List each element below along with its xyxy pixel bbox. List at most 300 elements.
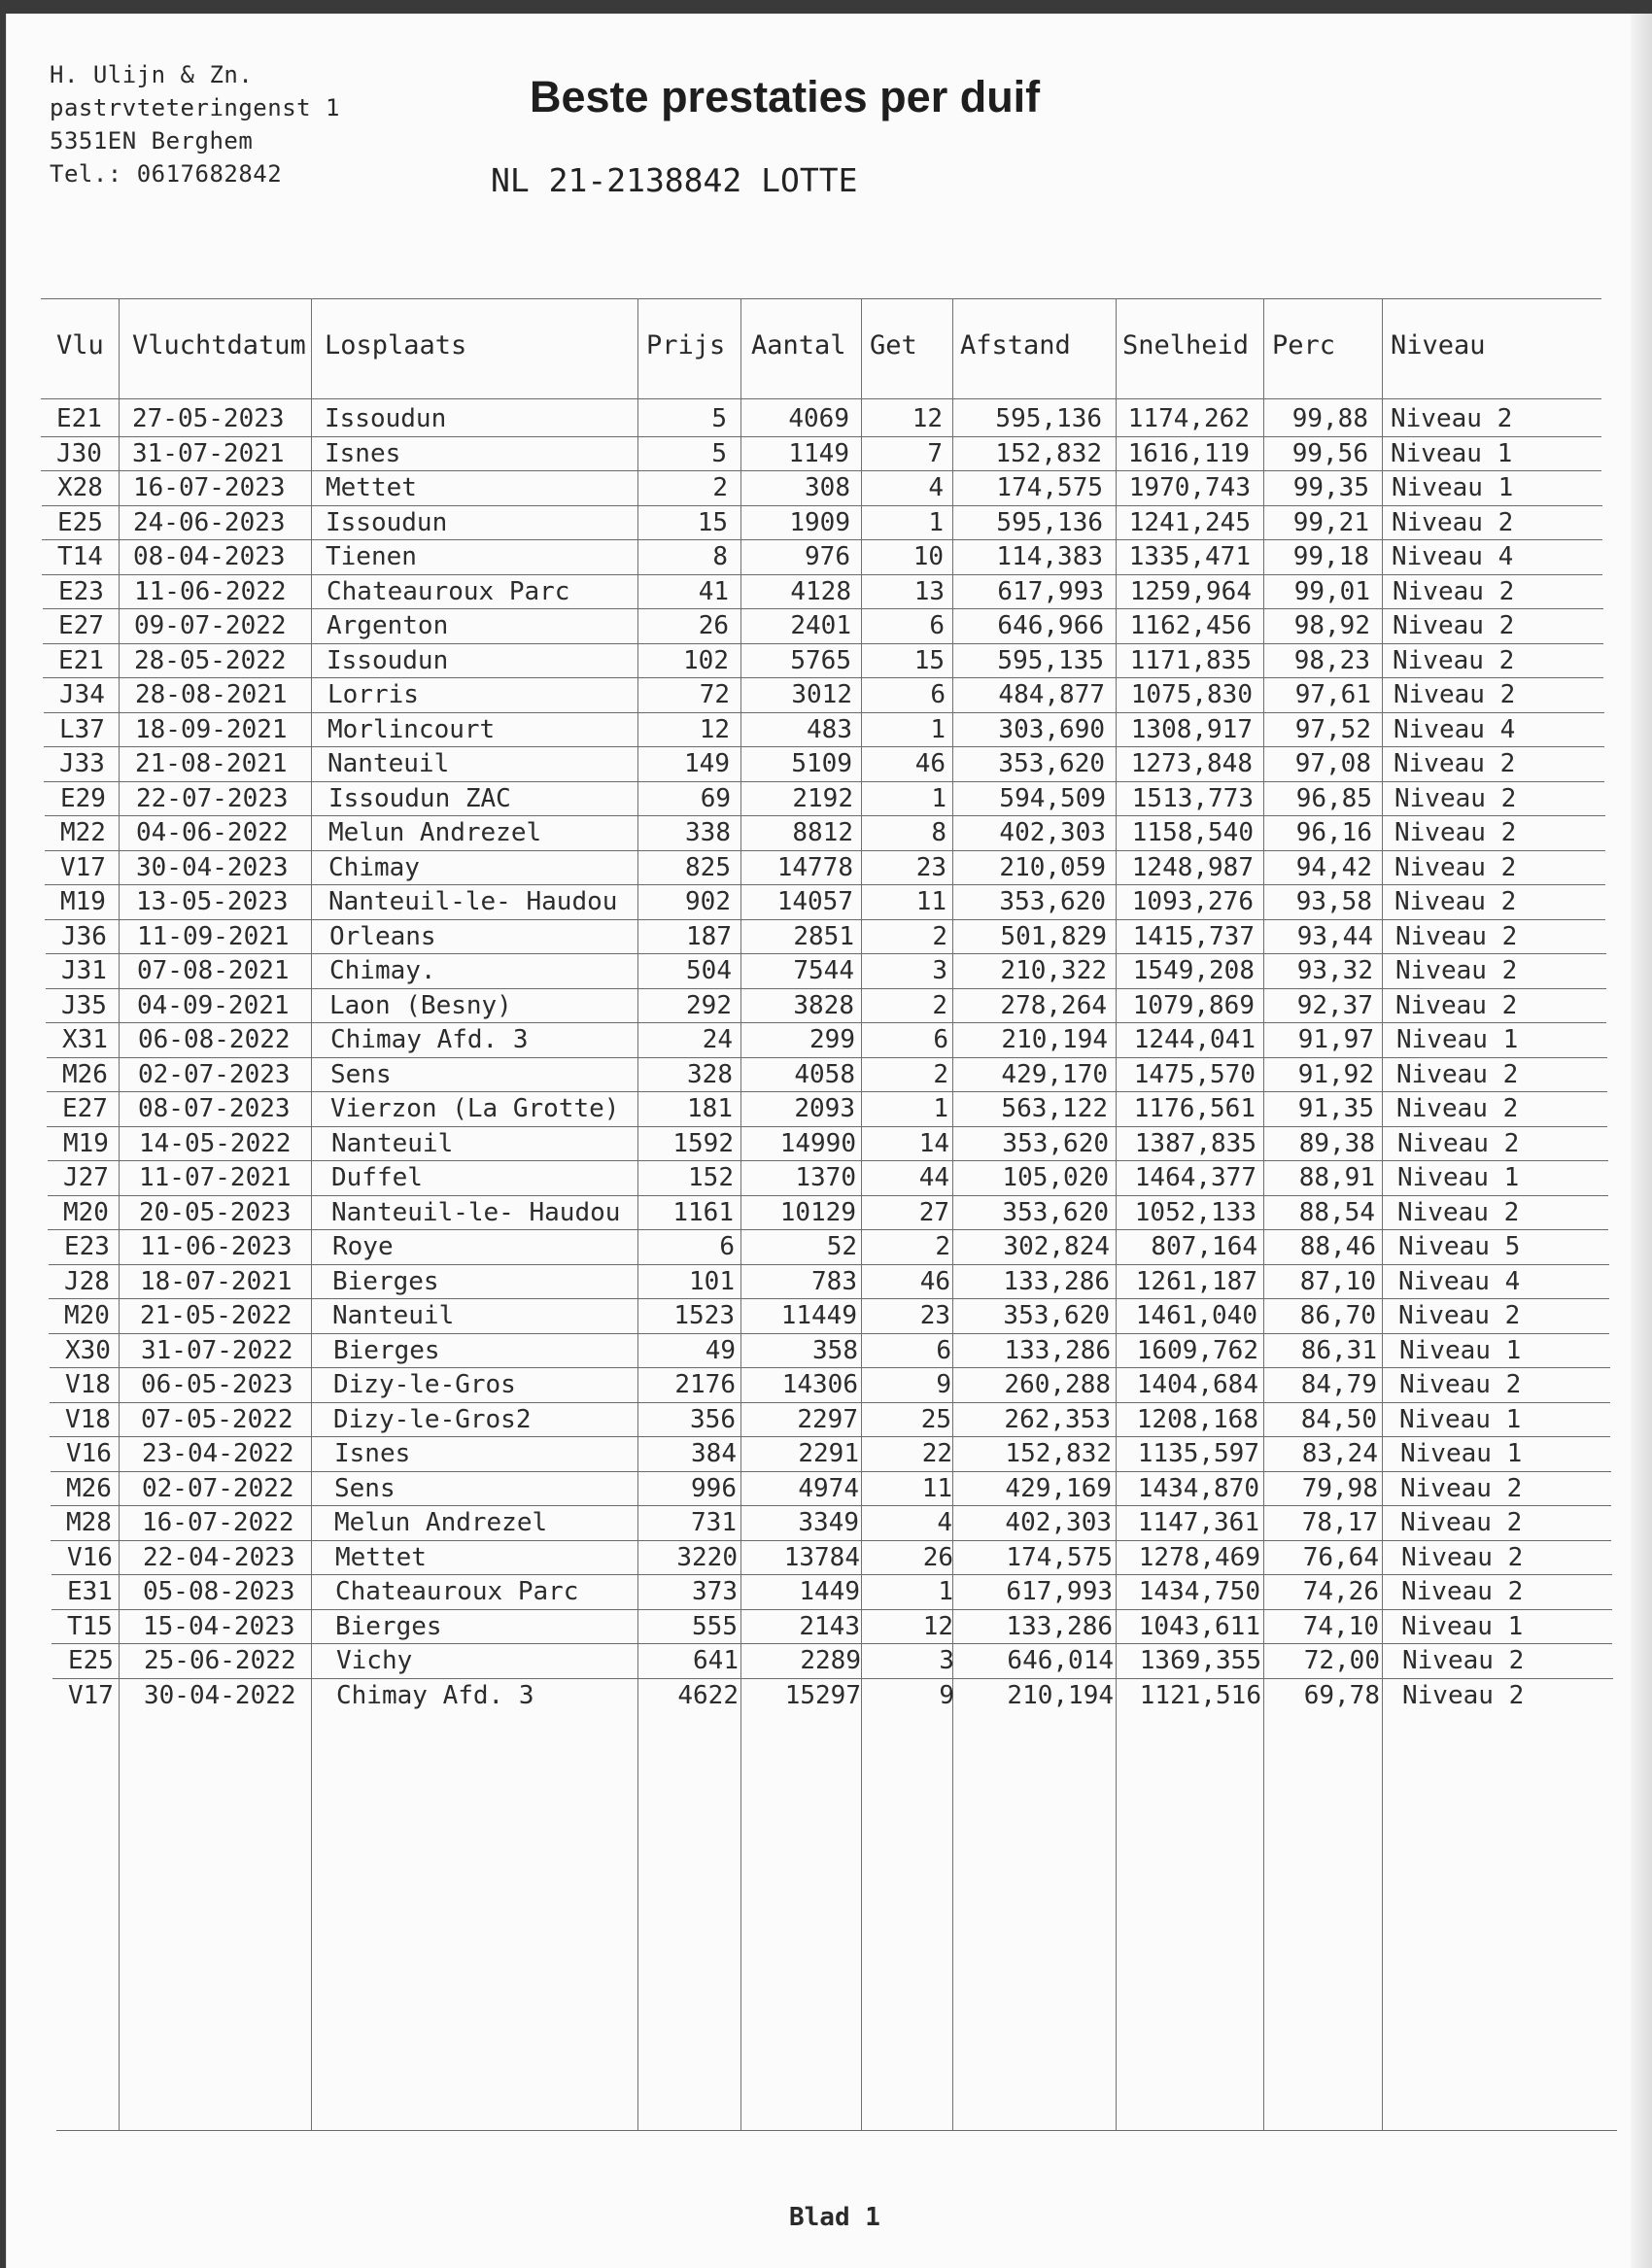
cell-perc: 91,35 — [1297, 1094, 1374, 1123]
cell-snelheid: 1464,377 — [1134, 1163, 1256, 1192]
cell-prijs: 555 — [692, 1611, 738, 1641]
cell-snelheid: 1970,743 — [1128, 473, 1251, 502]
cell-afstand: 210,059 — [999, 852, 1106, 882]
cell-losplaats: Bierges — [335, 1611, 442, 1641]
cell-prijs: 356 — [690, 1404, 736, 1434]
cell-prijs: 72 — [699, 680, 730, 709]
cell-afstand: 133,286 — [1003, 1266, 1110, 1296]
cell-perc: 97,52 — [1294, 714, 1371, 744]
cell-aantal: 8812 — [792, 818, 853, 847]
cell-losplaats: Argenton — [327, 611, 449, 640]
cell-afstand: 303,690 — [998, 714, 1105, 744]
pigeon-id: NL 21-2138842 LOTTE — [491, 161, 858, 199]
cell-niveau: Niveau 2 — [1401, 1542, 1524, 1572]
cell-perc: 91,97 — [1297, 1025, 1374, 1054]
cell-losplaats: Issoudun — [327, 645, 449, 675]
cell-datum: 20-05-2023 — [139, 1197, 292, 1227]
cell-losplaats: Sens — [334, 1473, 396, 1503]
cell-vlu: T14 — [57, 542, 103, 571]
cell-losplaats: Dizy-le-Gros — [333, 1370, 516, 1399]
cell-afstand: 429,169 — [1005, 1473, 1112, 1503]
cell-niveau: Niveau 2 — [1394, 887, 1517, 916]
cell-niveau: Niveau 1 — [1391, 438, 1513, 468]
cell-prijs: 902 — [685, 887, 731, 916]
cell-vlu: J34 — [59, 680, 105, 709]
cell-datum: 07-08-2021 — [137, 956, 290, 985]
cell-vlu: M19 — [63, 1128, 109, 1158]
cell-get: 13 — [913, 576, 945, 606]
cell-vlu: M20 — [64, 1301, 110, 1330]
cell-vlu: E27 — [62, 1094, 108, 1123]
cell-prijs: 373 — [692, 1577, 738, 1606]
cell-vlu: J31 — [61, 956, 107, 985]
cell-aantal: 483 — [807, 714, 852, 744]
cell-vlu: X31 — [62, 1025, 108, 1054]
cell-aantal: 2093 — [794, 1094, 855, 1123]
cell-snelheid: 1461,040 — [1135, 1301, 1257, 1330]
cell-aantal: 15297 — [784, 1680, 861, 1710]
cell-get: 12 — [912, 404, 943, 433]
table-header-rule — [41, 398, 1601, 399]
cell-get: 8 — [931, 818, 946, 847]
cell-aantal: 7544 — [793, 956, 854, 985]
cell-afstand: 353,620 — [999, 887, 1106, 916]
cell-prijs: 41 — [698, 576, 729, 606]
cell-losplaats: Issoudun — [326, 507, 448, 537]
cell-niveau: Niveau 2 — [1391, 404, 1513, 433]
cell-losplaats: Chimay — [328, 852, 420, 882]
cell-vlu: M28 — [66, 1508, 112, 1537]
cell-snelheid: 1335,471 — [1128, 542, 1251, 571]
cell-datum: 06-08-2022 — [138, 1025, 291, 1054]
cell-niveau: Niveau 2 — [1393, 576, 1515, 606]
header-get: Get — [870, 330, 917, 361]
cell-datum: 02-07-2023 — [138, 1059, 291, 1089]
cell-losplaats: Chimay Afd. 3 — [336, 1680, 534, 1710]
cell-losplaats: Isnes — [334, 1439, 411, 1468]
cell-datum: 28-08-2021 — [135, 680, 288, 709]
cell-afstand: 210,194 — [1001, 1025, 1108, 1054]
cell-perc: 88,91 — [1298, 1163, 1375, 1192]
cell-aantal: 2192 — [792, 783, 853, 813]
cell-snelheid: 1404,684 — [1136, 1370, 1258, 1399]
cell-perc: 93,44 — [1296, 921, 1373, 951]
cell-vlu: E21 — [56, 404, 102, 433]
sender-name: H. Ulijn & Zn. — [50, 61, 254, 88]
cell-niveau: Niveau 2 — [1401, 1577, 1524, 1606]
cell-perc: 96,85 — [1295, 783, 1372, 813]
cell-get: 46 — [914, 749, 946, 778]
cell-losplaats: Vichy — [336, 1646, 413, 1675]
cell-niveau: Niveau 4 — [1394, 714, 1516, 744]
cell-perc: 98,23 — [1293, 645, 1370, 675]
cell-vlu: E25 — [57, 507, 103, 537]
cell-vlu: X28 — [57, 473, 103, 502]
cell-snelheid: 1513,773 — [1131, 783, 1254, 813]
cell-datum: 18-09-2021 — [135, 714, 288, 744]
cell-vlu: L37 — [59, 714, 105, 744]
cell-prijs: 1592 — [672, 1128, 734, 1158]
cell-datum: 06-05-2023 — [141, 1370, 293, 1399]
cell-get: 12 — [922, 1611, 953, 1641]
cell-aantal: 11449 — [780, 1301, 857, 1330]
cell-vlu: E27 — [58, 611, 104, 640]
cell-prijs: 5 — [711, 438, 727, 468]
cell-aantal: 1149 — [788, 438, 849, 468]
cell-snelheid: 1261,187 — [1135, 1266, 1257, 1296]
cell-prijs: 15 — [697, 507, 728, 537]
cell-niveau: Niveau 1 — [1401, 1611, 1524, 1641]
cell-snelheid: 1616,119 — [1127, 438, 1250, 468]
cell-losplaats: Chateauroux Parc — [327, 576, 570, 606]
cell-vlu: E23 — [58, 576, 104, 606]
cell-niveau: Niveau 2 — [1399, 1370, 1522, 1399]
cell-snelheid: 1171,835 — [1129, 645, 1252, 675]
cell-snelheid: 1273,848 — [1130, 749, 1253, 778]
cell-get: 23 — [915, 852, 946, 882]
cell-datum: 31-07-2022 — [141, 1335, 293, 1365]
cell-snelheid: 1387,835 — [1134, 1128, 1256, 1158]
cell-losplaats: Issoudun — [325, 404, 447, 433]
cell-vlu: V18 — [65, 1370, 111, 1399]
cell-aantal: 358 — [812, 1335, 858, 1365]
cell-aantal: 13784 — [783, 1542, 860, 1572]
cell-losplaats: Mettet — [335, 1542, 427, 1572]
cell-niveau: Niveau 2 — [1398, 1301, 1521, 1330]
cell-losplaats: Sens — [330, 1059, 392, 1089]
cell-afstand: 152,832 — [1005, 1439, 1112, 1468]
cell-afstand: 353,620 — [1003, 1301, 1110, 1330]
cell-get: 23 — [919, 1301, 950, 1330]
cell-afstand: 595,136 — [996, 507, 1103, 537]
cell-aantal: 2851 — [793, 921, 854, 951]
cell-perc: 88,54 — [1298, 1197, 1375, 1227]
cell-losplaats: Chateauroux Parc — [335, 1577, 579, 1606]
cell-prijs: 4622 — [677, 1680, 739, 1710]
cell-niveau: Niveau 2 — [1395, 956, 1518, 985]
cell-datum: 04-06-2022 — [136, 818, 289, 847]
cell-perc: 93,32 — [1296, 956, 1373, 985]
cell-aantal: 3012 — [791, 680, 852, 709]
cell-datum: 23-04-2022 — [142, 1439, 294, 1468]
cell-niveau: Niveau 2 — [1394, 818, 1517, 847]
cell-vlu: V16 — [67, 1542, 113, 1572]
cell-losplaats: Chimay. — [329, 956, 436, 985]
cell-afstand: 646,014 — [1007, 1646, 1114, 1675]
cell-snelheid: 1079,869 — [1132, 990, 1255, 1020]
cell-perc: 97,08 — [1294, 749, 1371, 778]
cell-datum: 15-04-2023 — [143, 1611, 295, 1641]
cell-prijs: 101 — [689, 1266, 735, 1296]
cell-losplaats: Chimay Afd. 3 — [330, 1025, 529, 1054]
cell-perc: 93,58 — [1295, 887, 1372, 916]
cell-snelheid: 1241,245 — [1128, 507, 1251, 537]
cell-prijs: 152 — [688, 1163, 734, 1192]
cell-vlu: V17 — [68, 1680, 114, 1710]
cell-perc: 99,21 — [1292, 507, 1369, 537]
cell-snelheid: 1075,830 — [1130, 680, 1253, 709]
cell-losplaats: Mettet — [326, 473, 417, 502]
cell-vlu: M19 — [60, 887, 106, 916]
cell-get: 4 — [937, 1508, 952, 1537]
cell-losplaats: Laon (Besny) — [329, 990, 512, 1020]
cell-vlu: M22 — [60, 818, 106, 847]
cell-afstand: 114,383 — [996, 542, 1103, 571]
cell-get: 26 — [922, 1542, 953, 1572]
cell-snelheid: 1121,516 — [1139, 1680, 1261, 1710]
cell-vlu: V18 — [65, 1404, 111, 1434]
header-datum: Vluchtdatum — [132, 330, 306, 361]
cell-niveau: Niveau 2 — [1394, 783, 1517, 813]
cell-prijs: 181 — [687, 1094, 733, 1123]
cell-afstand: 484,877 — [998, 680, 1105, 709]
cell-aantal: 1449 — [799, 1577, 860, 1606]
cell-niveau: Niveau 1 — [1397, 1163, 1520, 1192]
cell-niveau: Niveau 5 — [1398, 1232, 1521, 1261]
cell-snelheid: 1278,469 — [1138, 1542, 1260, 1572]
cell-get: 1 — [933, 1094, 948, 1123]
cell-get: 2 — [935, 1232, 950, 1261]
cell-vlu: T15 — [67, 1611, 113, 1641]
cell-losplaats: Nanteuil-le- Haudou — [328, 887, 618, 916]
cell-perc: 99,01 — [1293, 576, 1370, 606]
cell-afstand: 210,194 — [1007, 1680, 1114, 1710]
cell-snelheid: 1052,133 — [1134, 1197, 1256, 1227]
cell-aantal: 14057 — [776, 887, 853, 916]
cell-prijs: 26 — [698, 611, 729, 640]
cell-losplaats: Morlincourt — [327, 714, 496, 744]
header-prijs: Prijs — [646, 330, 726, 361]
cell-aantal: 14778 — [776, 852, 853, 882]
header-afstand: Afstand — [960, 330, 1071, 361]
cell-perc: 98,92 — [1293, 611, 1370, 640]
cell-snelheid: 1043,611 — [1138, 1611, 1260, 1641]
cell-datum: 22-04-2023 — [143, 1542, 295, 1572]
cell-niveau: Niveau 2 — [1400, 1473, 1523, 1503]
cell-prijs: 1161 — [672, 1197, 734, 1227]
cell-afstand: 646,966 — [997, 611, 1104, 640]
cell-datum: 11-06-2022 — [134, 576, 287, 606]
cell-prijs: 338 — [685, 818, 731, 847]
cell-perc: 88,46 — [1299, 1232, 1376, 1261]
cell-perc: 99,35 — [1292, 473, 1369, 502]
cell-niveau: Niveau 1 — [1400, 1439, 1523, 1468]
cell-perc: 84,50 — [1300, 1404, 1377, 1434]
table-bottom-rule — [56, 2130, 1617, 2131]
cell-perc: 74,26 — [1302, 1577, 1379, 1606]
cell-get: 3 — [932, 956, 947, 985]
cell-vlu: X30 — [65, 1335, 111, 1365]
cell-losplaats: Nanteuil — [332, 1301, 455, 1330]
cell-prijs: 731 — [691, 1508, 737, 1537]
cell-niveau: Niveau 1 — [1399, 1335, 1522, 1365]
cell-datum: 24-06-2023 — [133, 507, 286, 537]
cell-niveau: Niveau 2 — [1392, 507, 1514, 537]
cell-get: 27 — [918, 1197, 949, 1227]
cell-perc: 96,16 — [1295, 818, 1372, 847]
table-top-rule — [41, 298, 1601, 299]
cell-prijs: 187 — [686, 921, 732, 951]
cell-aantal: 1909 — [789, 507, 850, 537]
cell-get: 1 — [930, 714, 946, 744]
cell-niveau: Niveau 2 — [1395, 990, 1518, 1020]
cell-get: 4 — [928, 473, 944, 502]
cell-losplaats: Nanteuil-le- Haudou — [331, 1197, 621, 1227]
header-losplaats: Losplaats — [325, 330, 467, 361]
cell-perc: 99,88 — [1291, 404, 1368, 433]
cell-snelheid: 807,164 — [1151, 1232, 1257, 1261]
cell-snelheid: 1248,987 — [1131, 852, 1254, 882]
cell-vlu: V17 — [60, 852, 106, 882]
cell-snelheid: 1244,041 — [1133, 1025, 1256, 1054]
cell-perc: 89,38 — [1298, 1128, 1375, 1158]
cell-perc: 86,70 — [1299, 1301, 1376, 1330]
cell-perc: 69,78 — [1303, 1680, 1380, 1710]
cell-snelheid: 1176,561 — [1133, 1094, 1256, 1123]
cell-aantal: 308 — [805, 473, 850, 502]
cell-perc: 72,00 — [1303, 1646, 1380, 1675]
cell-aantal: 14990 — [779, 1128, 856, 1158]
cell-get: 1 — [938, 1577, 953, 1606]
cell-vlu: J35 — [61, 990, 107, 1020]
cell-afstand: 594,509 — [999, 783, 1106, 813]
cell-vlu: J27 — [63, 1163, 109, 1192]
cell-vlu: J36 — [61, 921, 107, 951]
cell-prijs: 825 — [685, 852, 731, 882]
cell-losplaats: Bierges — [332, 1266, 439, 1296]
cell-vlu: E23 — [64, 1232, 110, 1261]
sender-postcode-city: 5351EN Berghem — [50, 127, 254, 155]
cell-niveau: Niveau 2 — [1394, 749, 1516, 778]
page-number: Blad 1 — [789, 2203, 880, 2232]
cell-snelheid: 1549,208 — [1132, 956, 1255, 985]
cell-losplaats: Bierges — [333, 1335, 440, 1365]
cell-prijs: 384 — [691, 1439, 737, 1468]
cell-aantal: 2401 — [790, 611, 851, 640]
cell-prijs: 69 — [700, 783, 731, 813]
cell-snelheid: 1434,870 — [1137, 1473, 1259, 1503]
cell-perc: 91,92 — [1297, 1059, 1374, 1089]
cell-aantal: 14306 — [781, 1370, 858, 1399]
cell-vlu: M26 — [62, 1059, 108, 1089]
cell-datum: 09-07-2022 — [134, 611, 287, 640]
cell-niveau: Niveau 2 — [1397, 1128, 1520, 1158]
cell-datum: 13-05-2023 — [136, 887, 289, 916]
header-niveau: Niveau — [1391, 330, 1486, 361]
cell-datum: 30-04-2023 — [136, 852, 289, 882]
cell-perc: 83,24 — [1301, 1439, 1378, 1468]
cell-losplaats: Roye — [332, 1232, 394, 1261]
cell-losplaats: Orleans — [329, 921, 436, 951]
cell-niveau: Niveau 2 — [1396, 1094, 1519, 1123]
cell-niveau: Niveau 2 — [1402, 1680, 1525, 1710]
cell-snelheid: 1434,750 — [1138, 1577, 1260, 1606]
cell-afstand: 152,832 — [995, 438, 1102, 468]
cell-prijs: 5 — [711, 404, 727, 433]
cell-vlu: E21 — [58, 645, 104, 675]
cell-get: 9 — [939, 1680, 954, 1710]
cell-snelheid: 1162,456 — [1129, 611, 1252, 640]
cell-snelheid: 1609,762 — [1136, 1335, 1258, 1365]
cell-afstand: 174,575 — [996, 473, 1103, 502]
cell-losplaats: Issoudun ZAC — [328, 783, 511, 813]
cell-vlu: J28 — [64, 1266, 110, 1296]
cell-get: 11 — [915, 887, 946, 916]
cell-snelheid: 1174,262 — [1127, 404, 1250, 433]
cell-losplaats: Lorris — [327, 680, 419, 709]
cell-aantal: 4974 — [798, 1473, 859, 1503]
cell-datum: 07-05-2022 — [141, 1404, 293, 1434]
cell-prijs: 49 — [705, 1335, 736, 1365]
cell-losplaats: Isnes — [325, 438, 401, 468]
cell-prijs: 1523 — [673, 1301, 735, 1330]
cell-vlu: J33 — [59, 749, 105, 778]
cell-afstand: 563,122 — [1001, 1094, 1108, 1123]
cell-perc: 79,98 — [1301, 1473, 1378, 1503]
cell-afstand: 353,620 — [1002, 1197, 1109, 1227]
cell-afstand: 302,824 — [1003, 1232, 1110, 1261]
cell-afstand: 429,170 — [1001, 1059, 1108, 1089]
cell-afstand: 133,286 — [1006, 1611, 1113, 1641]
cell-get: 25 — [920, 1404, 951, 1434]
cell-datum: 04-09-2021 — [137, 990, 290, 1020]
cell-aantal: 4128 — [790, 576, 851, 606]
cell-vlu: E25 — [68, 1646, 114, 1675]
cell-losplaats: Melun Andrezel — [328, 818, 542, 847]
cell-aantal: 4058 — [794, 1059, 855, 1089]
cell-prijs: 2 — [712, 473, 728, 502]
cell-niveau: Niveau 2 — [1394, 852, 1517, 882]
cell-aantal: 2297 — [797, 1404, 858, 1434]
cell-prijs: 3220 — [676, 1542, 738, 1572]
cell-snelheid: 1308,917 — [1130, 714, 1253, 744]
cell-get: 2 — [932, 921, 947, 951]
cell-datum: 31-07-2021 — [132, 438, 285, 468]
cell-aantal: 10129 — [779, 1197, 856, 1227]
cell-snelheid: 1135,597 — [1137, 1439, 1259, 1468]
cell-datum: 22-07-2023 — [136, 783, 289, 813]
page-title: Beste prestaties per duif — [530, 72, 1041, 121]
cell-datum: 16-07-2022 — [142, 1508, 294, 1537]
cell-get: 1 — [931, 783, 946, 813]
cell-prijs: 996 — [691, 1473, 737, 1503]
cell-losplaats: Vierzon (La Grotte) — [330, 1094, 620, 1123]
cell-niveau: Niveau 2 — [1402, 1646, 1525, 1675]
cell-get: 22 — [921, 1439, 952, 1468]
cell-perc: 84,79 — [1300, 1370, 1377, 1399]
cell-afstand: 617,993 — [997, 576, 1104, 606]
cell-snelheid: 1415,737 — [1132, 921, 1255, 951]
cell-datum: 05-08-2023 — [143, 1577, 295, 1606]
cell-datum: 21-08-2021 — [135, 749, 288, 778]
cell-get: 11 — [921, 1473, 952, 1503]
cell-get: 3 — [939, 1646, 954, 1675]
cell-losplaats: Dizy-le-Gros2 — [333, 1404, 532, 1434]
cell-snelheid: 1158,540 — [1131, 818, 1254, 847]
cell-aantal: 5109 — [791, 749, 852, 778]
cell-prijs: 149 — [684, 749, 730, 778]
cell-aantal: 4069 — [788, 404, 849, 433]
cell-get: 9 — [936, 1370, 951, 1399]
cell-prijs: 641 — [693, 1646, 739, 1675]
cell-prijs: 6 — [719, 1232, 735, 1261]
cell-datum: 16-07-2023 — [133, 473, 286, 502]
cell-losplaats: Nanteuil — [331, 1128, 454, 1158]
cell-aantal: 1370 — [795, 1163, 856, 1192]
cell-prijs: 504 — [686, 956, 732, 985]
cell-afstand: 353,620 — [1002, 1128, 1109, 1158]
cell-vlu: E31 — [67, 1577, 113, 1606]
